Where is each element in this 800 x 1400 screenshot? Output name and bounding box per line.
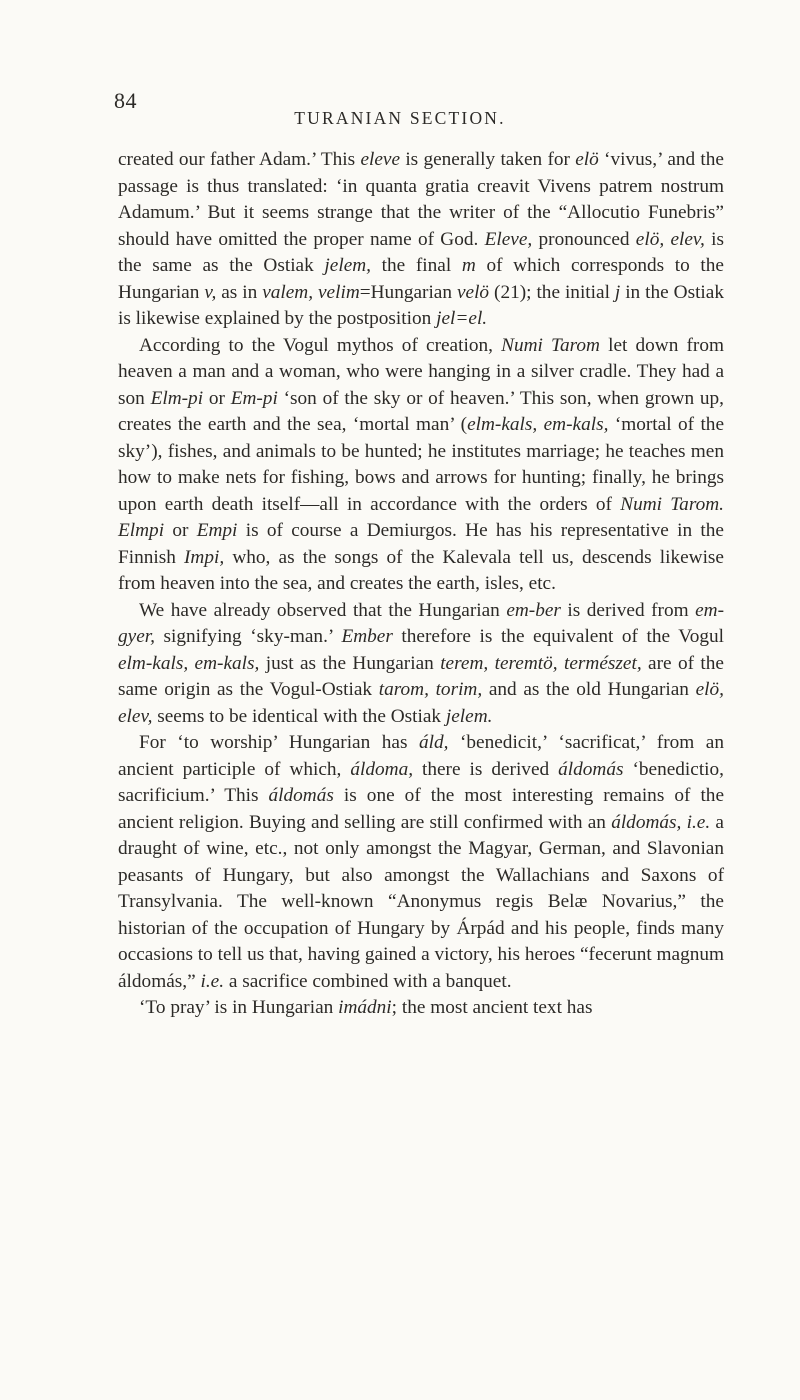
running-head: TURANIAN SECTION.	[294, 108, 506, 128]
paragraph: According to the Vogul mythos of creation, Numi Tarom let down from heaven a man and a woman, who were hanging in a silver cradle. They had a son Elm-pi or Em-pi ‘son of the sky or of heaven.’ This son, when grown up, creates the earth and the sea, ‘mortal man’ (elm-kals, em-kals, ‘mortal of the sky’), fishes, and animals to be hunted; he institutes marriage; he teaches men how to make nets for fishing, bows and arrows for hunting; finally, he brings upon earth death itself—all in accordance with the orders of Numi Tarom. Elmpi or Empi is of course a Demiurgos. He has his representative in the Finnish Impi, who, as the songs of the Kalevala tell us, descends likewise from heaven into the sea, and creates the earth, isles, etc.	[118, 334, 724, 594]
page-number: 84	[114, 88, 137, 113]
paragraph: For ‘to worship’ Hungarian has áld, ‘benedicit,’ ‘sacrificat,’ from an ancient participle of which, áldoma, there is derived áldomás ‘benedictio, sacrificium.’ This áldomás is one of the most interesting remains of the ancient religion. Buying and selling are still confirmed with an áldomás, i.e. a draught of wine, etc., not only amongst the Magyar, German, and Slavonian peasants of Hungary, but also amongst the Wallachians and Saxons of Transylvania. The well-known “Anonymus regis Belæ Novarius,” the historian of the occupation of Hungary by Árpád and his people, finds many occasions to tell us that, having gained a victory, his heroes “fecerunt magnum áldomás,” i.e. a sacrifice combined with a banquet.	[118, 732, 725, 992]
paragraph: We have already observed that the Hungarian em-ber is derived from em-gyer, signifying ‘sky-man.’ Ember therefore is the equivalent of the Vogul elm-kals, em-kals, just as the Hungarian terem, teremtö, természet, are of the same origin as the Vogul-Ostiak tarom, torim, and as the old Hungarian elö, elev, seems to be identical with the Ostiak jelem.	[118, 599, 725, 727]
body-text	[118, 147, 724, 1022]
paragraph: ‘To pray’ is in Hungarian imádni; the most ancient text has	[139, 997, 593, 1018]
paragraph: created our father Adam.’ This eleve is generally taken for elö ‘vivus,’ and the passage is thus translated: ‘in quanta gratia creavit Vivens patrem nostrum Adamum.’ But it seems strange that the writer of the “Allocutio Funebris” should have omitted the proper name of God. Eleve, pronounced elö, elev, is the same as the Ostiak jelem, the final m of which corresponds to the Hungarian v, as in valem, velim=Hungarian velö (21); the initial j in the Ostiak is likewise explained by the postposition jel=el.	[118, 149, 724, 329]
